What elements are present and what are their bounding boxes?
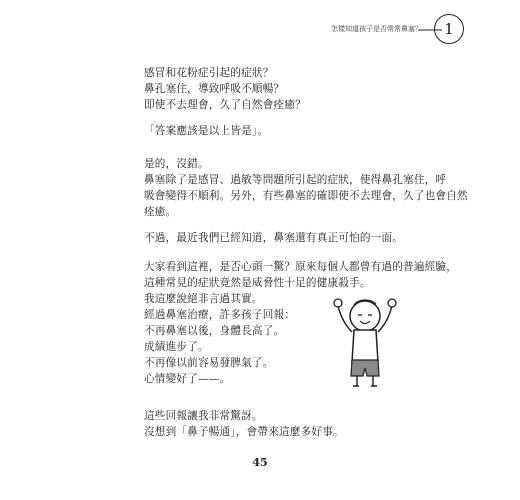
body-line: 即使不去理會，久了自然會痊癒？ bbox=[144, 99, 306, 111]
body-line: 不過，最近我們已經知道，鼻塞還有真正可怕的一面。 bbox=[144, 232, 404, 244]
body-line: 感冒和花粉症引起的症狀？ bbox=[144, 67, 274, 79]
body-line: 成績進步了。 bbox=[144, 341, 209, 353]
page-number: 45 bbox=[252, 456, 268, 469]
running-header-title: 怎樣知道孩子是否常常鼻塞？ bbox=[331, 25, 422, 33]
body-line: 吸會變得不順利。另外，有些鼻塞的確即使不去理會，久了也會自然 bbox=[144, 190, 468, 202]
body-line: 大家看到這裡，是否心頭一驚？原來每個人都曾有過的普遍經驗， bbox=[144, 261, 458, 273]
body-line: 不再鼻塞以後，身體長高了。 bbox=[144, 325, 285, 337]
body-line: 鼻塞除了是感冒、過敏等問題所引起的症狀，使得鼻孔塞住，呼 bbox=[144, 174, 447, 186]
body-line: 痊癒。 bbox=[144, 206, 177, 218]
body-line: 心情變好了——。 bbox=[144, 373, 231, 385]
chapter-number-badge bbox=[434, 14, 464, 44]
body-line: 經過鼻塞治療，許多孩子回報： bbox=[144, 309, 296, 321]
body-line: 這種常見的症狀竟然是威脅性十足的健康殺手。 bbox=[144, 277, 371, 289]
chapter-number: 1 bbox=[444, 20, 454, 38]
body-line: 這些回報讓我非常驚訝。 bbox=[144, 410, 263, 422]
cheering-child-icon bbox=[330, 282, 400, 392]
body-line: 是的，沒錯。 bbox=[144, 158, 209, 170]
body-line: 我這麼說絕非言過其實。 bbox=[144, 293, 263, 305]
body-line: 「答案應該是以上皆是」。 bbox=[144, 125, 269, 137]
body-line: 不再像以前容易發脾氣了。 bbox=[144, 357, 274, 369]
body-line: 鼻孔塞住，導致呼吸不順暢？ bbox=[144, 83, 285, 95]
body-line: 沒想到「鼻子暢通」，會帶來這麼多好事。 bbox=[144, 426, 344, 438]
